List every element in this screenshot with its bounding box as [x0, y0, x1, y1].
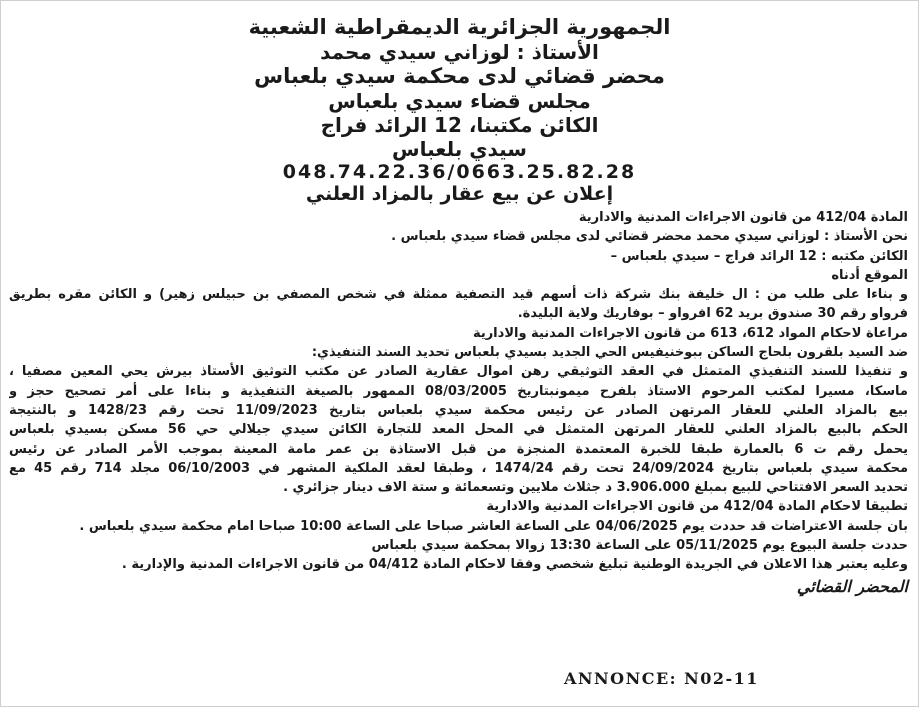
body-line: الكائن مكتبه : 12 الرائد فراج – سيدي بلعباس –	[610, 248, 908, 264]
body-line: الحكم بالبيع بالمزاد العلني للعقار المرتهن المتمثل في المحل المعد للتجارة الكائن سيدي جيلالي حي 56 مسكن بسيدي بلعباس	[9, 422, 908, 438]
body-line: نحن الأستاذ : لوزاني سيدي محمد محضر قضائي لدى مجلس قضاء سيدي بلعباس .	[391, 229, 908, 245]
body-line: مراعاة لاحكام المواد 612، 613 من قانون الاجراءات المدنية والادارية	[472, 325, 908, 341]
bailiff-signature: المحضر القضائي	[796, 576, 908, 596]
office-address: الكائن مكتبنا، 12 الرائد فراج	[320, 113, 599, 137]
body-line: و تنفيذا للسند التنفيذي المتمثل في العقد التوثيقي رهن اموال عقارية الصادر عن مكتب التوثيق الأستاذ بيرش يحي المعين مصفيا ،	[9, 364, 908, 380]
body-line: تحديد السعر الافتتاحي للبيع بمبلغ 3.906.000 د جثلاث ملايين وتسعمائة و ستة الاف دينار جزائري .	[283, 480, 908, 496]
office-city: سيدي بلعباس	[392, 137, 527, 161]
body-line: ماسكا، مسيرا لمكتب المرحوم الاستاذ بلفرح ميمونبتاريخ 08/03/2005 الممهور بالصيغة التنفيذية و بناءا على أمر تصحيح حجز و	[9, 383, 908, 399]
body-line: ضد السيد بلقرون بلحاج الساكن ببوخنيفيس الحي الجديد بسيدي بلعباس تحديد السند التنفيذي:	[311, 345, 908, 361]
body-line: حددت جلسة البيوع يوم 05/11/2025 على الساعة 13:30 زوالا بمحكمة سيدي بلعباس	[371, 538, 908, 554]
body-line: فرواو رقم 30 صندوق بريد 62 افرواو – بوفاريك ولاية البليدة.	[517, 306, 908, 322]
body-line: المادة 412/04 من قانون الاجراءات المدنية والادارية	[578, 210, 908, 225]
announcement-title: إعلان عن بيع عقار بالمزاد العلني	[305, 183, 614, 205]
judicial-council: مجلس قضاء سيدي بلعباس	[328, 89, 591, 113]
body-line: بان جلسة الاعتراضات قد حددت يوم 04/06/2025 على الساعة العاشر صباحا على الساعة 10:00 صباحا امام محكمة سيدي بلعباس .	[79, 518, 908, 534]
notice-body	[1, 208, 918, 575]
bailiff-name: الأستاذ : لوزاني سيدي محمد	[320, 40, 599, 64]
announce-code: ANNONCE: N02-11	[564, 669, 759, 688]
republic-title: الجمهورية الجزائرية الديمقراطية الشعبية	[248, 15, 671, 39]
body-line: و بناءا على طلب من : ال خليفة بنك شركة ذات أسهم قيد التصفية ممثلة في شخص المصفي بن حبيلس زهير) و الكائن مقره بطريق	[9, 287, 908, 303]
body-line: بيع بالمزاد العلني للعقار المرتهن الصادر عن رئيس محكمة سيدي بلعباس بتاريخ 11/09/2023 تحت رقم 1428/23 و بالنتيجة	[9, 402, 908, 418]
body-line: تطبيقا لاحكام المادة 412/04 من قانون الاجراءات المدنية والادارية	[486, 499, 908, 515]
phone-numbers: 048.74.22.36/0663.25.82.28	[282, 161, 637, 183]
body-line: الموقع أدناه	[831, 267, 908, 283]
bailiff-court: محضر قضائي لدى محكمة سيدي بلعباس	[254, 64, 665, 88]
body-line: محكمة سيدي بلعباس بتاريخ 24/09/2024 تحت رقم 1474/24 ، وطبقا لعقد الملكية المشهر في 06/10/2003 مجلد 714 رقم 45 مع	[9, 460, 908, 476]
body-line: يحمل رقم ت 6 بالعمارة طبقا للخبرة المعتمدة المنجزة من قبل الاستاذة بن عمر مامة المعينة بموجب الأمر الصادر عن رئيس	[9, 441, 908, 457]
body-line: وعليه يعتبر هذا الاعلان في الجريدة الوطنية تبليغ شخصي وفقا لاحكام المادة 04/412 من قانون الاجراءات المدنية والإدارية .	[121, 557, 908, 573]
notice-header	[1, 1, 918, 204]
